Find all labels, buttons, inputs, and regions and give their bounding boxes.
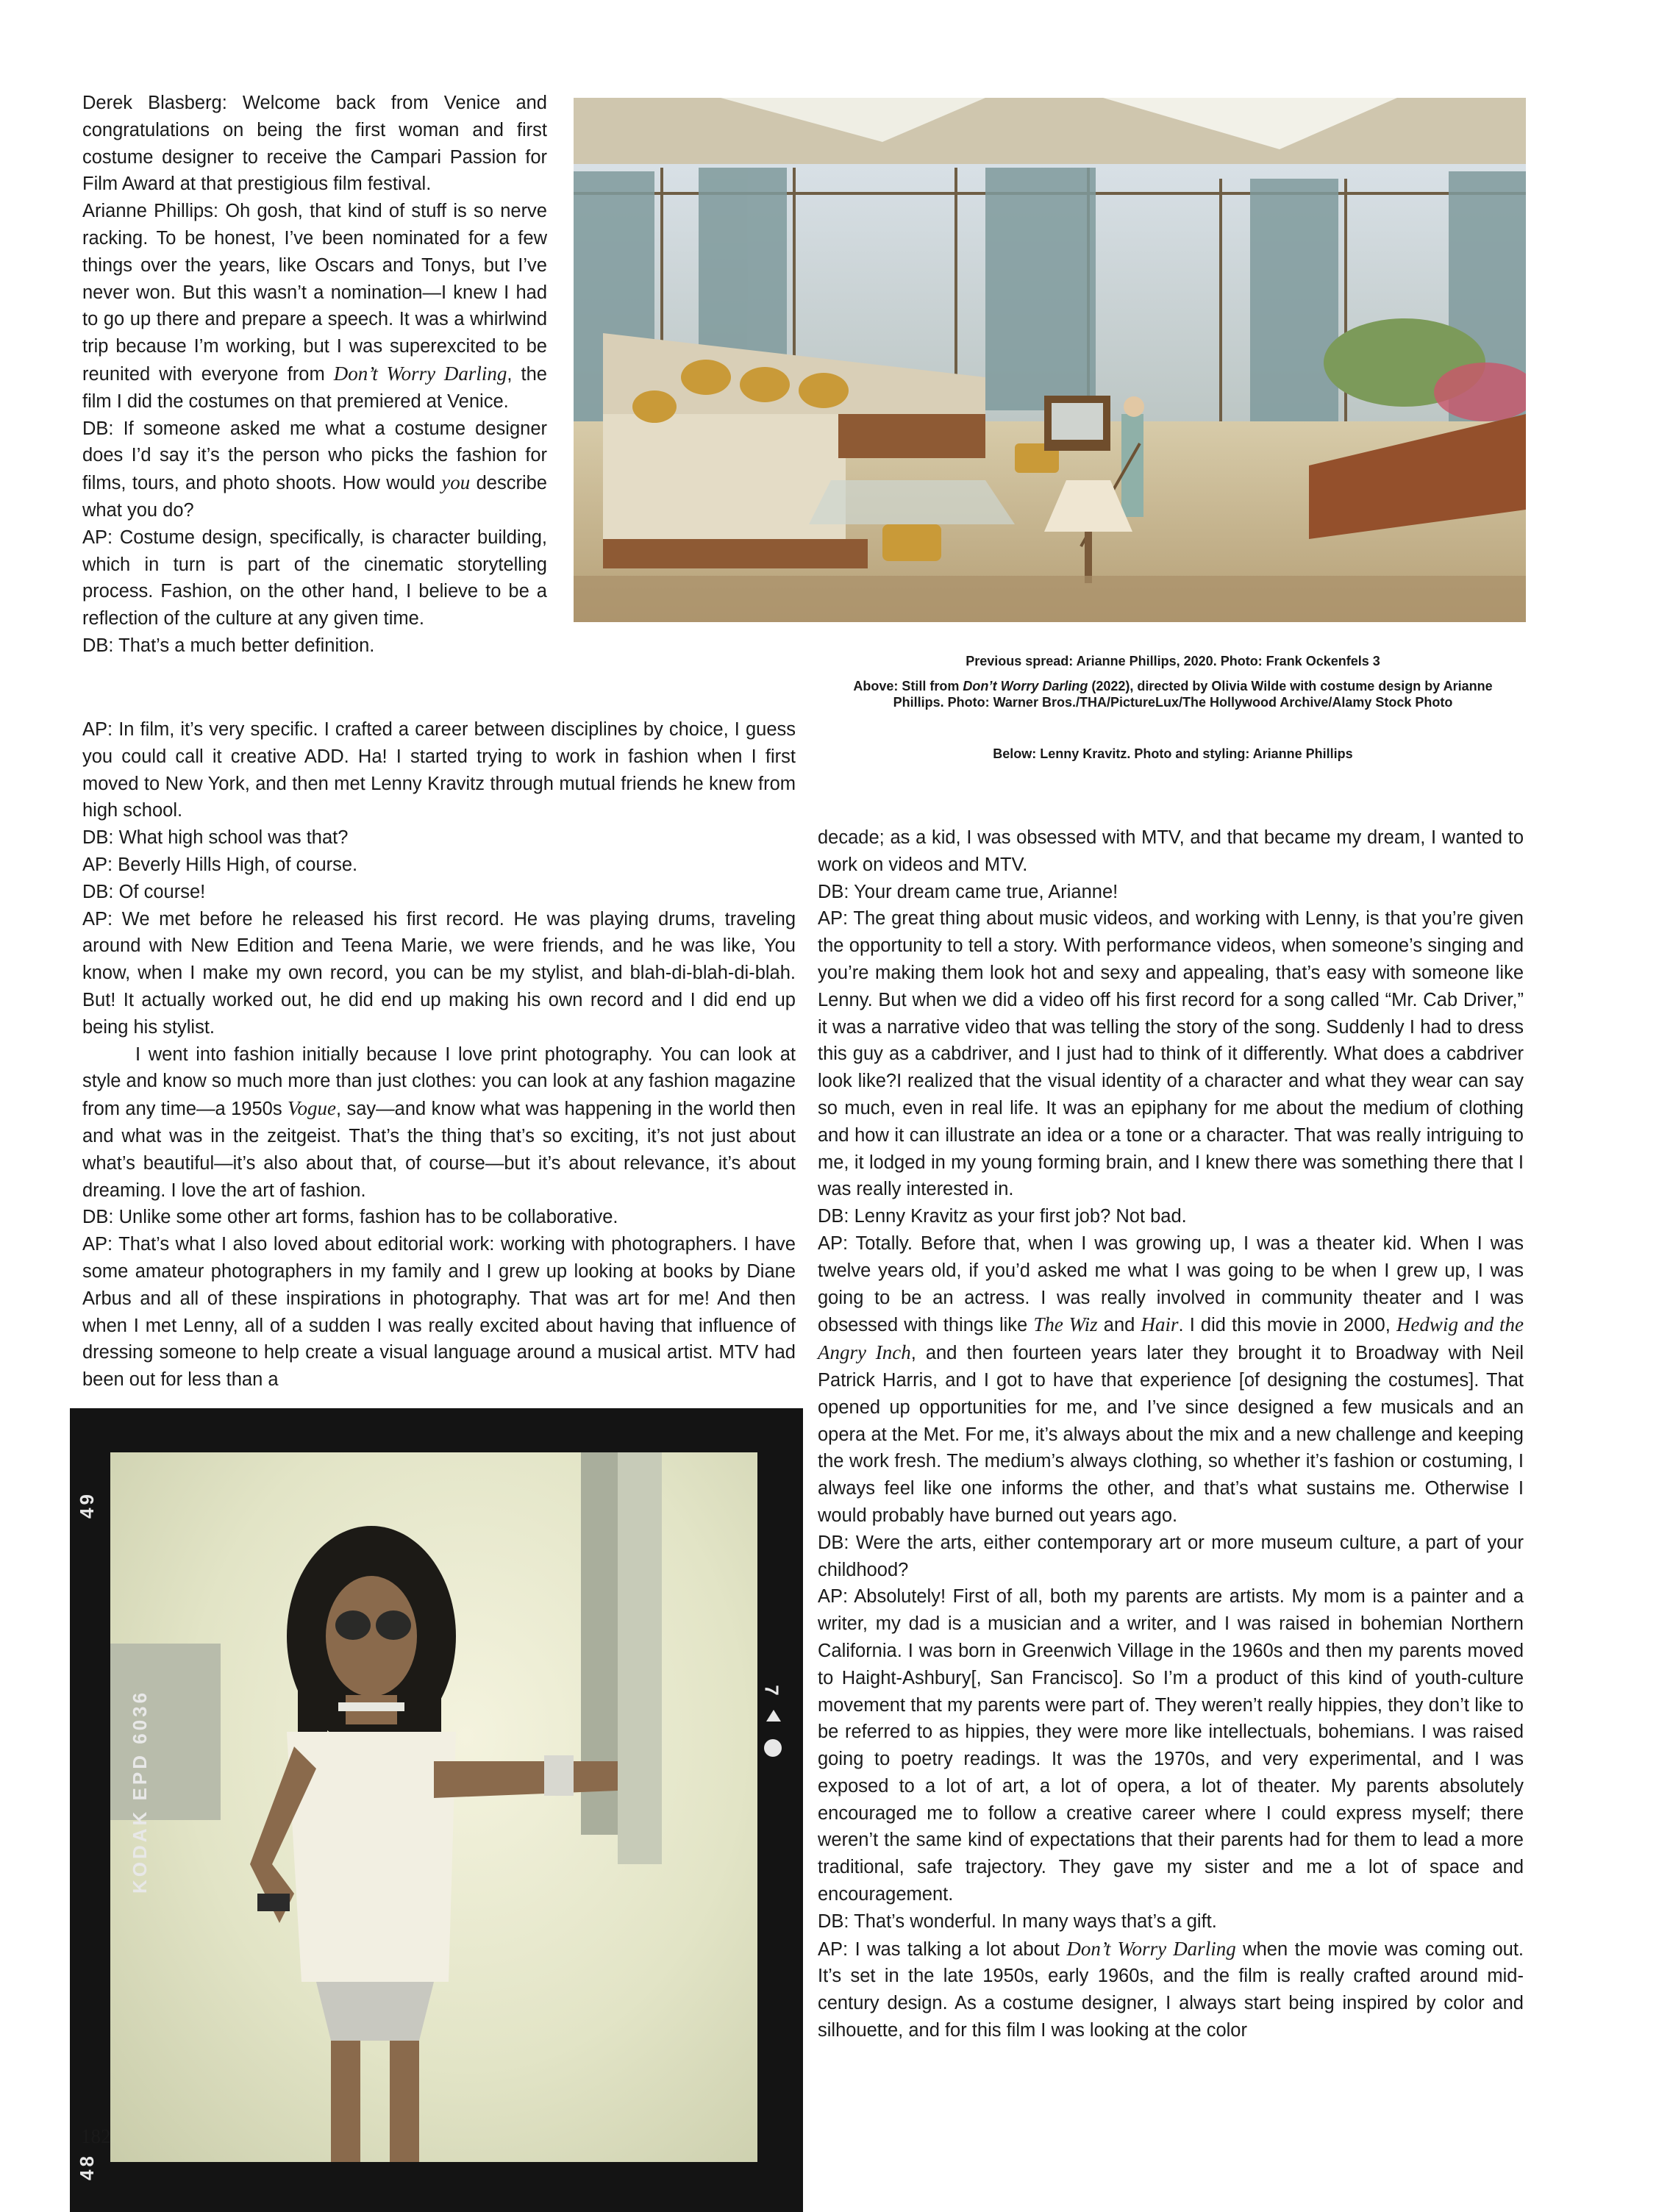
film-frame-image [110,1452,757,2162]
movie-still-photo [574,98,1526,622]
article-paragraph: AP: In film, it’s very specific. I crafted a career between disciplines by choice, I guess you could call it creative ADD. Ha! I started trying to work in fashion when I first moved to New York, and then met Lenny Kravitz through mutual friends he knew from high school. [82,719,796,821]
lenny-kravitz-photo [70,1408,803,2212]
caption-below: Below: Lenny Kravitz. Photo and styling: Arianne Phillips [993,746,1353,761]
article-paragraph: AP: Totally. Before that, when I was growing up, I was a theater kid. When I was twelve years old, if you’d asked me what I was going to be when I grew up, I was going to be an actress. I was really involved in community theater and I was obsessed with things like The Wiz and Hair. I did this movie in 2000, Hedwig and the Angry Inch, and then fourteen years later they brought it to Broadway with Neil Patrick Harris, and I got to have that experience [of designing the costumes]. That opened up opportunities for me, and I’ve since designed a few musicals and an opera at the Met. For me, it’s always about the mix and a new challenge and keeping the work fresh. The medium’s always clothing, so whether it’s fashion or costuming, I always feel like one informs the other, and that’s what sustains me. Otherwise I would probably have burned out years ago. [818,1232,1524,1526]
article-paragraph: Derek Blasberg: Welcome back from Venice and congratulations on being the first woman and first costume designer to receive the Campari Passion for Film Award at that prestigious film festival. [82,93,547,195]
article-paragraph: decade; as a kid, I was obsessed with MTV, and that became my dream, I wanted to work on videos and MTV. [818,827,1524,875]
article-paragraph: DB: Your dream came true, Arianne! [818,881,1118,902]
article-column-wide [82,716,796,1394]
article-paragraph: DB: What high school was that? [82,827,349,849]
article-paragraph: DB: If someone asked me what a costume designer does I’d say it’s the person who picks the fashion for films, tours, and photo shoots. How would you describe what you do? [82,418,547,521]
article-paragraph: DB: Of course! [82,881,206,902]
article-paragraph: DB: Lenny Kravitz as your first job? Not bad. [818,1206,1187,1227]
article-paragraph: DB: That’s wonderful. In many ways that’s a gift. [818,1910,1217,1932]
living-room-illustration [574,98,1526,622]
article-paragraph: DB: That’s a much better definition. [82,635,375,656]
article-paragraph: Arianne Phillips: Oh gosh, that kind of stuff is so nerve racking. To be honest, I’ve been nominated for a few things over the years, like Oscars and Tonys, but I’ve never won. But this wasn’t a nomination—I knew I had to go up there and prepare a speech. It was a whirlwind trip because I’m working, but I was superexcited to be reunited with everyone from Don’t Worry Darling, the film I did the costumes on that premiered at Venice. [82,201,547,412]
article-column-right [818,824,1524,2044]
portrait-illustration [110,1452,757,2162]
caption-above: Above: Still from Don’t Worry Darling (2022), directed by Olivia Wilde with costume design by Arianne Phillips. Photo: Warner Bros./THA/PictureLux/The Hollywood Archive/Alamy Stock Photo [853,679,1493,710]
article-paragraph: AP: We met before he released his first record. He was playing drums, traveling around with New Edition and Teena Marie, we were friends, and he was like, You know, when I make my own record, you can be my stylist, and blah-di-blah-di-blah. But! It actually worked out, he did end up making his own record and I did end up being his stylist. [82,908,796,1038]
article-paragraph: AP: Costume design, specifically, is character building, which in turn is part of the cinematic storytelling process. Fashion, on the other hand, I believe to be a reflection of the culture at any given time. [82,527,547,629]
film-circle-marker-icon [764,1739,782,1757]
article-paragraph: AP: Beverly Hills High, of course. [82,854,358,875]
article-paragraph: DB: Unlike some other art forms, fashion has to be collaborative. [82,1207,618,1228]
page-number: 182 [81,2125,111,2147]
film-arrow-icon [766,1710,781,1722]
film-frame-mark: 7 [760,1685,783,1699]
film-edge-code: KODAK EPD 6036 [129,1689,151,1894]
article-paragraph: AP: I was talking a lot about Don’t Worry Darling when the movie was coming out. It’s set in the late 1950s, early 1960s, and the film is really crafted around mid-century design. As a costume designer, I always start being inspired by color and silhouette, and for this film I was looking at the color [818,1937,1524,2041]
article-paragraph: I went into fashion initially because I love print photography. You can look at style and know so much more than just clothes: you can look at any fashion magazine from any time—a 1950s Vogue, say—and know what was happening in the world then and what was in the zeitgeist. That’s the thing that’s so exciting, it’s not just about what’s beautiful—it’s also about that, of course—but it’s about relevance, it’s about dreaming. I love the art of fashion. [82,1043,796,1201]
article-paragraph: AP: The great thing about music videos, and working with Lenny, is that you’re given the opportunity to tell a story. With performance videos, when someone’s singing and you’re making them look hot and sexy and appealing, that’s easy with someone like Lenny. But when we did a video off his first record for a song called “Mr. Cab Driver,” it was a narrative video that was telling the story of the song. Suddenly I had to dress this guy as a cabdriver, and I just had to think of it differently. What does a cabdriver look like?I realized that the visual identity of a character and what they wear can say so much, even in real life. It was an epiphany for me about the medium of clothing and how it can illustrate an idea or a tone or a character. That was really intriguing to me, it lodged in my young forming brain, and I knew there was something there that I was really interested in. [818,908,1524,1200]
film-frame-number-bottom: 48 [76,2153,98,2180]
film-frame-number-top: 49 [76,1491,98,1519]
article-column-top-left [82,90,547,660]
article-paragraph: AP: Absolutely! First of all, both my parents are artists. My mom is a painter and a writer, my dad is a musician and a writer, and I was raised in bohemian Northern California. I was born in Greenwich Village in the 1960s and then my parents moved to Haight-Ashbury[, San Francisco]. So I’m a product of this kind of youth-culture movement that my parents were part of. They weren’t really hippies, they don’t like to be referred to as hippies, they were more like intellectuals, bohemians. I was raised going to poetry readings. It was the 1970s, and very experimental, and I was exposed to a lot of art, a lot of opera, a lot of theater. My parents absolutely encouraged me to follow a creative career where I could express myself; there weren’t the same kind of expectations that their parents had for them to lead a more traditional, safe trajectory. They gave my sister and me a lot of space and encouragement. [818,1586,1524,1905]
article-paragraph: DB: Were the arts, either contemporary art or more museum culture, a part of your childhood? [818,1532,1524,1580]
article-paragraph: AP: That’s what I also loved about editorial work: working with photographers. I have some amateur photographers in my family and I grew up looking at books by Diane Arbus and all of these inspirations in photography. That was art for me! And then when I met Lenny, all of a sudden I was really excited about having that influence of dressing someone to help create a visual language around a musical artist. MTV had been out for less than a [82,1234,796,1391]
caption-previous-spread: Previous spread: Arianne Phillips, 2020. Photo: Frank Ockenfels 3 [966,654,1380,668]
